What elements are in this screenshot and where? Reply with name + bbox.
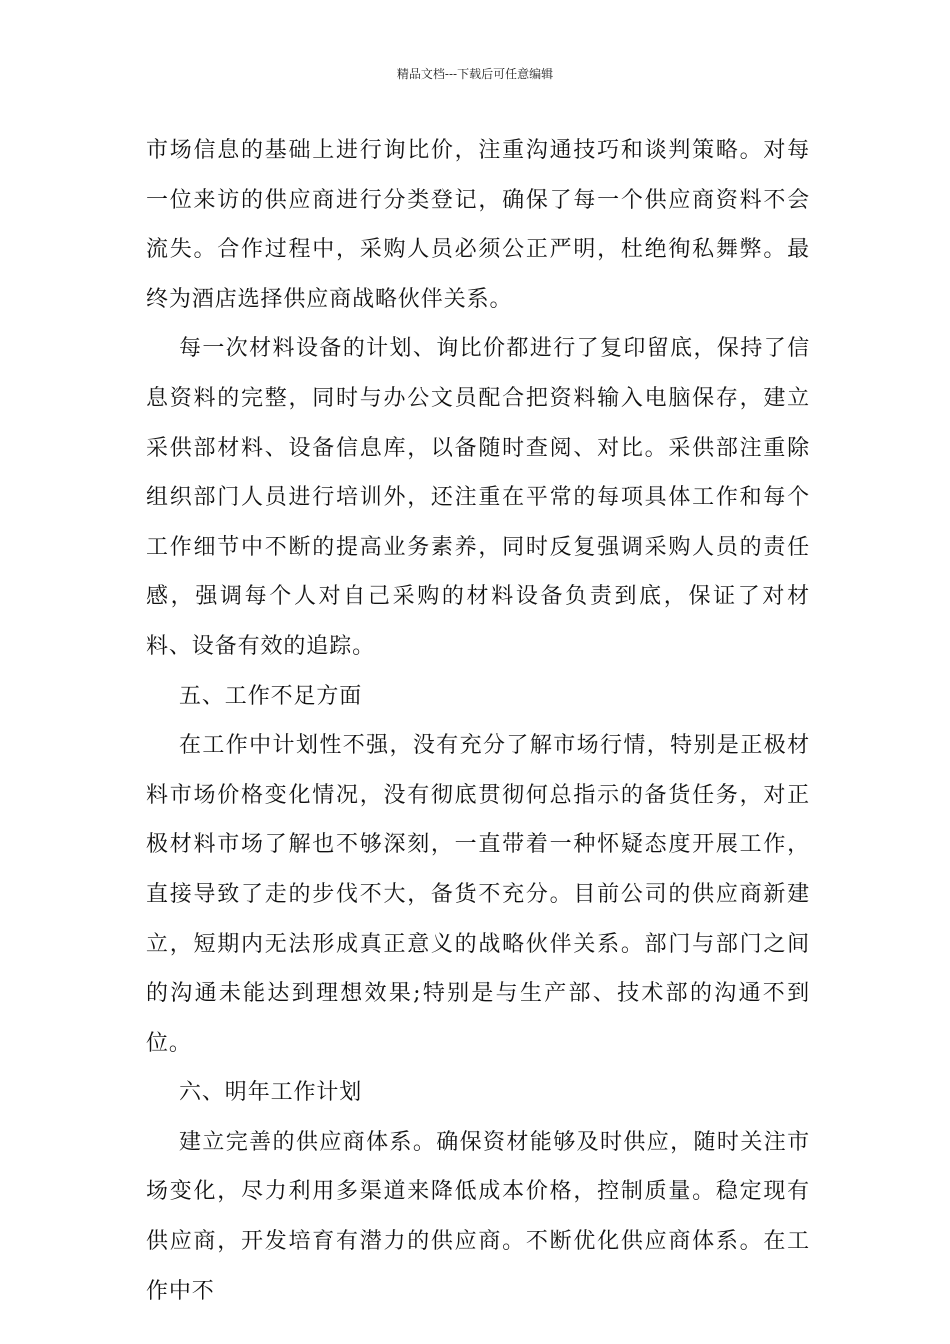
paragraph-records-and-training: 每一次材料设备的计划、询比价都进行了复印留底，保持了信息资料的完整，同时与办公文员配合把资料输入电脑保存，建立采供部材料、设备信息库，以备随时查阅、对比。采供部注重除组织部门人员进行培训外，还注重在平常的每项具体工作和每个工作细节中不断的提高业务素养，同时反复强调采购人员的责任感，强调每个人对自己采购的材料设备负责到底，保证了对材料、设备有效的追踪。 [146, 336, 810, 659]
section-heading-next-year-plan: 六、明年工作计划 [179, 1080, 363, 1106]
paragraph-supplier-inquiry: 市场信息的基础上进行询比价，注重沟通技巧和谈判策略。对每一位来访的供应商进行分类登记，确保了每一个供应商资料不会流失。合作过程中，采购人员必须公正严明，杜绝徇私舞弊。最终为酒店选择供应商战略伙伴关系。 [146, 138, 810, 312]
paragraph-shortcomings: 在工作中计划性不强，没有充分了解市场行情，特别是正极材料市场价格变化情况，没有彻底贯彻何总指示的备货任务，对正极材料市场了解也不够深刻，一直带着一种怀疑态度开展工作，直接导致了走的步伐不大，备货不充分。目前公司的供应商新建立，短期内无法形成真正意义的战略伙伴关系。部门与部门之间的沟通未能达到理想效果;特别是与生产部、技术部的沟通不到位。 [146, 733, 810, 1056]
document-body [146, 126, 810, 1316]
page-header: 精品文档---下载后可任意编辑 [396, 67, 554, 81]
section-heading-shortcomings: 五、工作不足方面 [179, 683, 363, 709]
paragraph-next-year-plan: 建立完善的供应商体系。确保资材能够及时供应，随时关注市场变化，尽力利用多渠道来降低成本价格，控制质量。稳定现有供应商，开发培育有潜力的供应商。不断优化供应商体系。在工作中不 [146, 1129, 810, 1304]
